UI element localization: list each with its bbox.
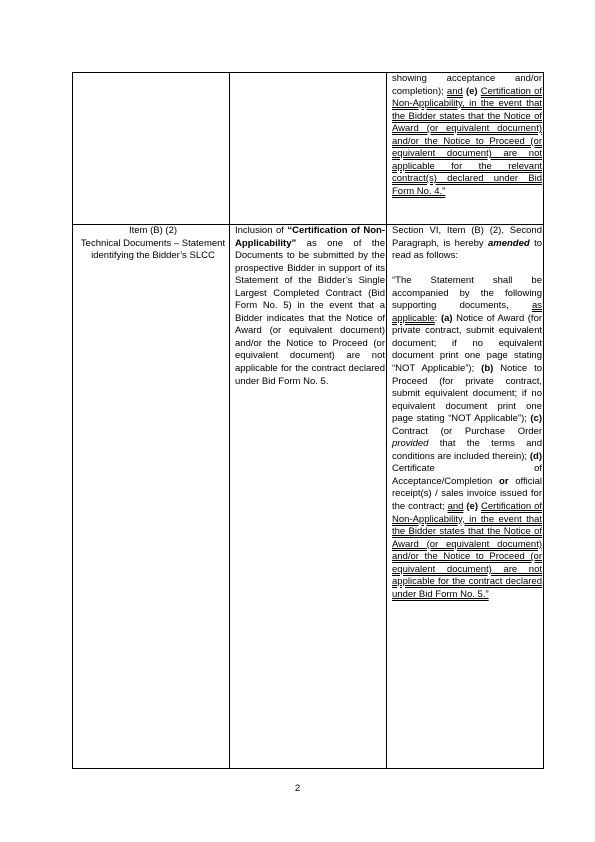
label-b: (b)	[481, 362, 494, 374]
stmt-certificate: Certificate of Acceptance/Completion	[392, 463, 542, 487]
row1-certification-text: Certification of Non-Applicability, in the event that the Bidder states that the Notice of Award (or equivalent document) and/or the Notice to Proceed (or equivalent document) are not applicable for the relevant contract(s) declared under Bid Form No. 4.”	[392, 85, 542, 197]
label-d: (d)	[529, 450, 542, 462]
stmt-ntp: Notice to Proceed (for private contract, submit equivalent document; if no equivalent document print one page stating “NOT Applicable”);	[392, 362, 543, 425]
row1-and: and	[446, 85, 463, 97]
row1-label-e: (e)	[465, 85, 478, 97]
stmt-contract: Contract (or Purchase Order	[392, 425, 542, 437]
stmt-as-applicable: as applicable	[392, 300, 542, 324]
and-word: and	[447, 500, 464, 512]
item-number: Item (B) (2)	[128, 225, 178, 236]
row1-amendment-cell	[387, 73, 544, 225]
or-word: or	[499, 475, 509, 487]
table-row	[73, 73, 544, 225]
stmt-a: “The Statement shall be accompanied by the following supporting documents,	[392, 275, 542, 312]
intro-text: Section VI, Item (B) (2), Second Paragraph, is hereby	[392, 225, 542, 249]
stmt-receipts: official receipt(s) / sales invoice issued for the contract;	[392, 475, 543, 512]
desc-bold-certification: “Certification of Non-Applicability”	[235, 225, 385, 249]
amendment-table	[72, 72, 544, 769]
row2-item-cell	[73, 225, 230, 769]
row1-description-cell	[230, 73, 387, 225]
amended-word: amended	[487, 237, 530, 249]
stmt-terms: that the terms and conditions are included therein);	[392, 438, 543, 462]
stmt-noa: Notice of Award (for private contract, submit equivalent document; if no equivalent document print one page stating “NOT Applicable”);	[392, 312, 543, 374]
row2-description-cell	[230, 225, 387, 769]
desc-text-b: as one of the Documents to be submitted by the prospective Bidder in support of its Statement of the Bidder’s Single Largest Completed Contract (Bid Form No. 5) in the event that a Bidder indicates that the Notice of Award (or equivalent document) and/or the Notice to Proceed (or equivalent document) are not applicable for the contract declared under Bid Form No. 5.	[235, 237, 385, 387]
item-title: Technical Documents – Statement identifying the Bidder’s SLCC	[80, 237, 226, 262]
label-c: (c)	[530, 413, 542, 425]
amendment-statement	[392, 275, 542, 601]
desc-text-a: Inclusion of	[235, 225, 284, 236]
row1-text-a: showing acceptance and/or completion);	[392, 73, 542, 97]
label-e: (e)	[466, 500, 479, 512]
table-row	[73, 225, 544, 769]
paragraph-gap	[392, 263, 542, 276]
amendment-intro	[392, 225, 542, 263]
stmt-non-applicability: Certification of Non-Applicability, in the event that the Bidder states that the Notice of Award (or equivalent document) and/or the Notice to Proceed (or equivalent document) are not applicable for the contract declared under Bid Form No. 5.”	[392, 500, 543, 600]
row1-item-cell	[73, 73, 230, 225]
stmt-colon: :	[434, 312, 438, 324]
row2-amendment-cell	[387, 225, 544, 769]
page-number: 2	[294, 783, 301, 794]
provided-word: provided	[392, 438, 429, 450]
label-a: (a)	[440, 312, 453, 324]
intro-text-end: to read as follows:	[392, 237, 542, 262]
